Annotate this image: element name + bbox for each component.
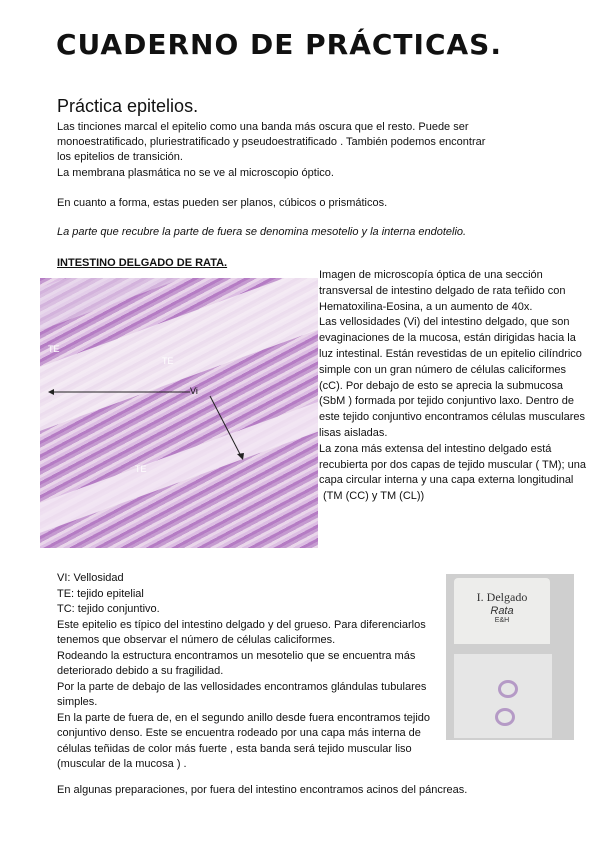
notes-text bbox=[57, 571, 442, 773]
description-paragraph: Las vellosidades (Vi) del intestino delgado, que son evaginaciones de la mucosa, están dirigidas hacia la luz intestinal. Están revestidas de un epitelio cilíndrico simple con un gran número de células caliciformes (cC). Por debajo de esto se aprecia la submucosa (SbM ) formada por tejido conjuntivo laxo. Dentro de este tejido conjuntivo encontramos células musculares lisas aisladas. bbox=[319, 316, 585, 439]
slide-label bbox=[454, 578, 550, 644]
notes-paragraph: Este epitelio es típico del intestino delgado y del grueso. Para diferenciarlos tenemos que observar el número de células caliciformes. bbox=[57, 618, 426, 646]
intro-paragraph: La membrana plasmática no se ve al microscopio óptico. bbox=[57, 166, 334, 179]
final-note: En algunas preparaciones, por fuera del intestino encontramos acinos del páncreas. bbox=[57, 784, 468, 796]
notes-paragraph: Por la parte de debajo de las vellosidades encontramos glándulas tubulares simples. bbox=[57, 680, 427, 708]
legend-line: TC: tejido conjuntivo. bbox=[57, 603, 160, 615]
document-title: CUADERNO DE PRÁCTICAS. bbox=[56, 28, 502, 61]
label-te: TE bbox=[135, 464, 147, 474]
description-paragraph: Imagen de microscopía óptica de una sección transversal de intestino delgado de rata teñido con Hematoxilina-Eosina, a un aumento de 40x. bbox=[319, 269, 566, 313]
practice-heading: Práctica epitelios. bbox=[57, 96, 199, 116]
notes-paragraph: En la parte de fuera de, en el segundo anillo desde fuera encontramos tejido conjuntivo denso. Este se encuentra rodeado por una capa más interna de células teñidas de color más fuerte , esta banda será tejido muscular liso (muscular de la mucosa ) . bbox=[57, 711, 431, 770]
legend-line: TE: tejido epitelial bbox=[57, 587, 144, 600]
micrograph-image bbox=[40, 278, 318, 548]
label-te: TE bbox=[162, 356, 174, 366]
slide-label-line: Rata bbox=[490, 605, 514, 617]
notes-paragraph: Rodeando la estructura encontramos un mesotelio que se encuentra más deteriorado debido a su fragilidad. bbox=[57, 649, 416, 677]
intro-paragraph: Las tinciones marcal el epitelio como una banda más oscura que el resto. Puede ser monoestratificado, pluriestratificado y pseudoestratificado . También podemos encontrar los epitelios de transición. bbox=[57, 121, 486, 164]
tissue-section bbox=[495, 708, 515, 726]
intro-paragraph: En cuanto a forma, estas pueden ser planos, cúbicos o prismáticos. bbox=[57, 196, 388, 209]
annotation-arrows bbox=[40, 278, 318, 548]
section-title: INTESTINO DELGADO DE RATA. bbox=[57, 257, 228, 269]
italic-note: La parte que recubre la parte de fuera se denomina mesotelio y la interna endotelio. bbox=[57, 226, 467, 238]
intro-text bbox=[57, 120, 497, 211]
legend-line: VI: Vellosidad bbox=[57, 572, 124, 584]
slide-photo bbox=[446, 574, 574, 740]
description-paragraph: (TM (CC) y TM (CL)) bbox=[323, 490, 425, 503]
micrograph-description bbox=[319, 268, 591, 505]
slide-glass bbox=[454, 654, 552, 738]
tissue-section bbox=[498, 680, 518, 698]
label-vi: Vi bbox=[190, 386, 198, 396]
slide-label-line: E&H bbox=[494, 617, 510, 624]
slide-label-line: I. Delgado bbox=[476, 590, 528, 604]
description-paragraph: La zona más extensa del intestino delgado está recubierta por dos capas de tejido muscular ( TM); una capa circular interna y una capa externa longitudinal bbox=[319, 442, 586, 487]
label-te: TE bbox=[48, 344, 60, 354]
